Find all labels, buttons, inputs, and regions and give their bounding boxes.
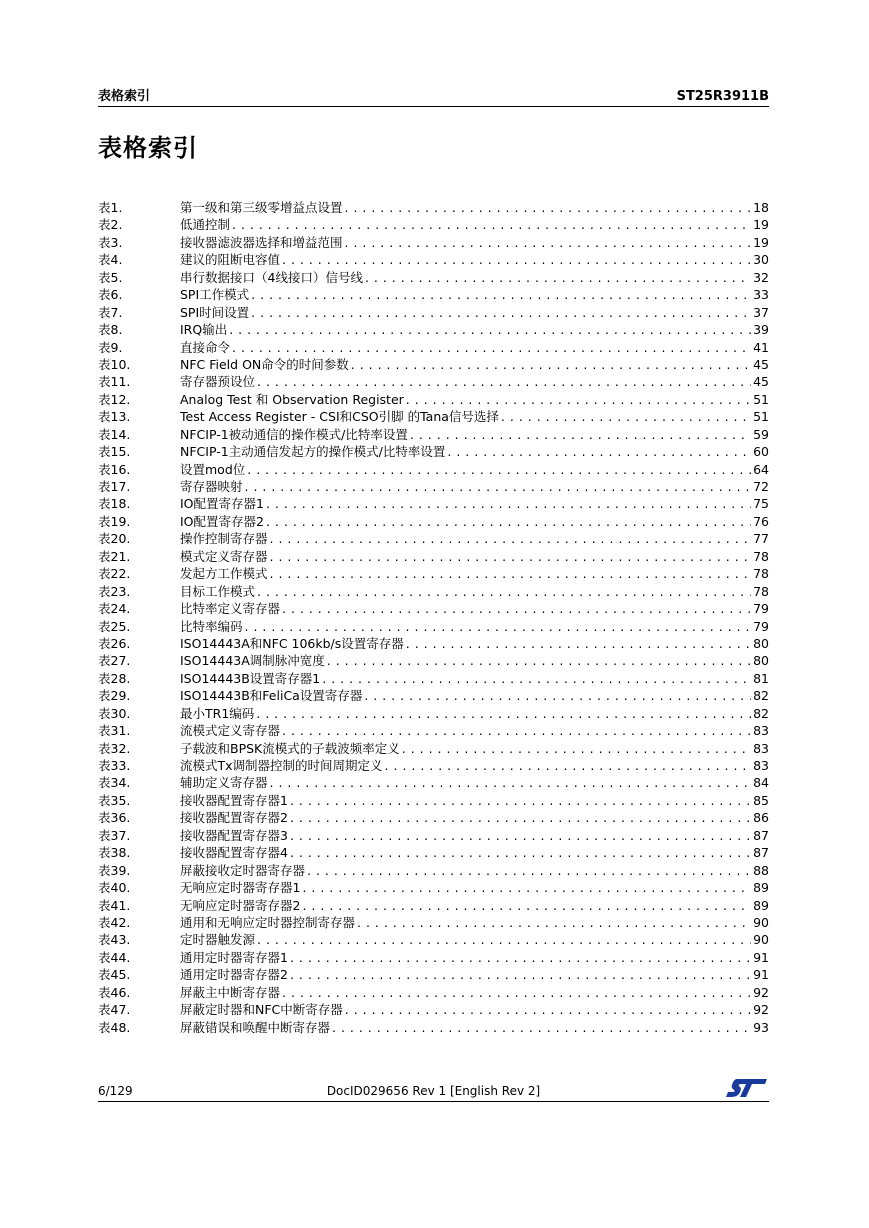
toc-entry[interactable] [98,304,769,321]
toc-entry-page[interactable]: 30 [753,252,769,268]
footer-page-number: 6/129 [98,1084,133,1098]
toc-entry-title[interactable]: ISO14443A调制脉冲宽度 [180,653,325,669]
toc-entry-page[interactable]: 18 [753,200,769,215]
toc-entry-page[interactable]: 91 [753,949,769,965]
toc-entry-number: 表11. [98,374,131,390]
toc-entry-number: 表27. [98,653,131,669]
toc-entry-number: 表7. [98,304,123,320]
toc-entry[interactable] [98,443,769,460]
toc-entry-number: 表47. [98,1002,131,1018]
toc-entry-page[interactable]: 93 [753,1019,769,1035]
footer-doc-id: DocID029656 Rev 1 [English Rev 2] [326,1084,541,1098]
toc-entry-title[interactable]: 通用定时器寄存器2 [180,967,288,983]
toc-entry-number: 表31. [98,723,131,739]
toc-entry[interactable] [98,408,769,425]
toc-entry[interactable] [98,1019,769,1036]
toc-entry-page[interactable]: 90 [753,932,769,948]
toc-entry-title[interactable]: 建议的阻断电容值 [180,252,281,268]
toc-entry[interactable] [98,757,769,774]
toc-entry[interactable] [98,774,769,791]
toc-entry-title[interactable]: 寄存器映射 [180,479,243,494]
toc-entry[interactable] [98,844,769,861]
toc-entry-title[interactable]: NFCIP-1主动通信发起方的操作模式/比特率设置 [180,444,446,460]
toc-dot-leader [302,879,751,896]
toc-entry-title[interactable]: 流模式Tx调制器控制的时间周期定义 [180,758,383,773]
toc-dot-leader [290,809,751,826]
st-logo-icon [725,1076,769,1098]
toc-entry-page[interactable]: 39 [753,322,769,338]
toc-entry-number: 表1. [98,200,123,215]
toc-entry-number: 表14. [98,426,131,442]
toc-dot-leader [282,722,751,739]
toc-dot-leader [266,513,751,530]
toc-dot-leader [501,408,751,425]
toc-entry-number: 表44. [98,949,131,965]
toc-entry-page[interactable]: 32 [753,269,769,285]
toc-entry-title[interactable]: IO配置寄存器1 [180,496,264,512]
toc-entry-page[interactable]: 76 [753,513,769,529]
toc-entry-page[interactable]: 51 [753,409,769,425]
toc-entry-page[interactable]: 59 [753,426,769,442]
toc-entry[interactable] [98,461,769,478]
toc-entry-title[interactable]: IO配置寄存器2 [180,513,264,529]
toc-dot-leader [232,339,751,356]
toc-entry[interactable] [98,984,769,1001]
toc-entry-page[interactable]: 81 [753,670,769,686]
toc-entry[interactable] [98,722,769,739]
toc-entry-title[interactable]: 设置mod位 [180,461,246,477]
toc-entry-title[interactable]: ISO14443B设置寄存器1 [180,670,321,686]
toc-entry-number: 表45. [98,967,131,983]
toc-entry-title[interactable]: 直接命令 [180,339,231,355]
toc-entry-title[interactable]: 发起方工作模式 [180,566,268,582]
toc-entry-title[interactable]: 寄存器预设位 [180,374,256,390]
toc-entry-page[interactable]: 84 [753,775,769,791]
footer-divider [98,1101,769,1102]
toc-dot-leader [345,234,752,251]
toc-entry-title[interactable]: 串行数据接口（4线接口）信号线 [180,269,363,285]
toc-entry-title[interactable]: 模式定义寄存器 [180,548,268,564]
toc-entry-number: 表30. [98,705,131,721]
toc-entry[interactable] [98,251,769,268]
toc-entry-page[interactable]: 80 [753,653,769,669]
toc-entry-number: 表8. [98,322,123,338]
toc-dot-leader [270,565,752,582]
toc-entry[interactable] [98,670,769,687]
toc-entry[interactable] [98,635,769,652]
toc-entry-page[interactable]: 75 [753,496,769,512]
toc-entry-title[interactable]: SPI工作模式 [180,287,250,303]
toc-entry[interactable] [98,966,769,983]
header-section-title: 表格索引 [98,89,151,104]
toc-dot-leader [247,461,751,478]
toc-entry-number: 表6. [98,287,123,303]
table-index-list [98,199,769,1036]
toc-entry-number: 表12. [98,391,131,407]
toc-entry-number: 表42. [98,914,131,930]
toc-entry-number: 表48. [98,1019,131,1035]
toc-entry[interactable] [98,600,769,617]
toc-entry-page[interactable]: 83 [753,740,769,756]
toc-entry[interactable] [98,879,769,896]
toc-entry[interactable] [98,356,769,373]
toc-entry-number: 表32. [98,740,131,756]
toc-entry-page[interactable]: 33 [753,287,769,303]
toc-entry[interactable] [98,548,769,565]
toc-entry-number: 表37. [98,827,131,843]
toc-entry[interactable] [98,216,769,233]
toc-entry[interactable] [98,373,769,390]
toc-entry-page[interactable]: 79 [753,618,769,634]
toc-entry[interactable] [98,949,769,966]
toc-entry-page[interactable]: 83 [753,723,769,739]
toc-entry[interactable] [98,478,769,495]
toc-entry-title[interactable]: 目标工作模式 [180,583,256,599]
toc-entry-title[interactable]: 屏蔽接收定时器寄存器 [180,862,306,878]
toc-dot-leader [406,391,751,408]
toc-entry-number: 表20. [98,531,131,547]
page-header [98,84,769,104]
toc-entry-title[interactable]: 接收器配置寄存器3 [180,827,288,843]
toc-entry[interactable] [98,530,769,547]
toc-entry-number: 表4. [98,252,123,268]
toc-entry[interactable] [98,513,769,530]
toc-dot-leader [365,269,751,286]
toc-entry-title[interactable]: IRQ输出 [180,322,228,338]
toc-dot-leader [251,286,751,303]
toc-entry-title[interactable]: 第一级和第三级零增益点设置 [180,200,343,215]
toc-entry-title[interactable]: Test Access Register - CSI和CSO引脚 的Tana信号选择 [180,409,499,425]
toc-dot-leader [270,548,752,565]
toc-dot-leader [282,984,751,1001]
toc-entry-page[interactable]: 72 [753,479,769,494]
toc-entry-page[interactable]: 79 [753,601,769,617]
toc-entry-title[interactable]: 低通控制 [180,217,231,233]
toc-entry-number: 表33. [98,758,131,773]
toc-entry-title[interactable]: 辅助定义寄存器 [180,775,268,791]
toc-entry-title[interactable]: 操作控制寄存器 [180,531,268,547]
toc-entry-title[interactable]: 屏蔽主中断寄存器 [180,984,281,1000]
toc-entry-page[interactable]: 78 [753,566,769,582]
toc-entry[interactable] [98,687,769,704]
toc-entry-number: 表25. [98,618,131,634]
toc-dot-leader [322,670,751,687]
toc-entry[interactable] [98,809,769,826]
toc-entry-number: 表17. [98,479,131,494]
toc-dot-leader [256,705,751,722]
toc-entry[interactable] [98,618,769,635]
toc-entry-number: 表23. [98,583,131,599]
toc-entry-number: 表40. [98,880,131,896]
toc-dot-leader [270,530,752,547]
toc-entry-page[interactable]: 19 [753,217,769,233]
toc-entry-page[interactable]: 64 [753,461,769,477]
toc-entry-number: 表35. [98,792,131,808]
toc-entry[interactable] [98,286,769,303]
toc-dot-leader [245,478,752,495]
toc-entry-title[interactable]: 屏蔽定时器和NFC中断寄存器 [180,1002,343,1018]
toc-dot-leader [345,1001,751,1018]
toc-entry-number: 表24. [98,601,131,617]
toc-entry[interactable] [98,1001,769,1018]
toc-entry-page[interactable]: 89 [753,897,769,913]
toc-entry-title[interactable]: 接收器配置寄存器1 [180,792,288,808]
toc-entry-title[interactable]: 接收器配置寄存器2 [180,810,288,826]
toc-dot-leader [290,792,751,809]
toc-entry[interactable] [98,914,769,931]
toc-dot-leader [282,600,751,617]
toc-dot-leader [364,687,751,704]
toc-entry-page[interactable]: 51 [753,391,769,407]
toc-dot-leader [257,931,751,948]
toc-dot-leader [447,443,751,460]
toc-dot-leader [402,740,751,757]
toc-entry-page[interactable]: 89 [753,880,769,896]
toc-entry-number: 表16. [98,461,131,477]
toc-entry-page[interactable]: 77 [753,531,769,547]
toc-dot-leader [290,949,751,966]
toc-entry-page[interactable]: 82 [753,705,769,721]
toc-dot-leader [357,914,751,931]
toc-entry[interactable] [98,931,769,948]
toc-entry-page[interactable]: 92 [753,1002,769,1018]
toc-dot-leader [251,304,751,321]
toc-entry-title[interactable]: 比特率定义寄存器 [180,601,281,617]
toc-entry[interactable] [98,321,769,338]
toc-dot-leader [385,757,752,774]
toc-dot-leader [332,1019,751,1036]
toc-entry-number: 表39. [98,862,131,878]
toc-dot-leader [232,216,751,233]
toc-entry-title[interactable]: 最小TR1编码 [180,705,255,721]
toc-entry-page[interactable]: 87 [753,827,769,843]
page-title: 表格索引 [98,134,198,162]
toc-entry-number: 表3. [98,234,123,250]
toc-dot-leader [257,583,751,600]
toc-entry-number: 表18. [98,496,131,512]
header-divider [98,106,769,107]
toc-dot-leader [351,356,751,373]
toc-entry-page[interactable]: 82 [753,688,769,704]
toc-entry-title[interactable]: 通用和无响应定时器控制寄存器 [180,914,356,930]
toc-dot-leader [290,827,751,844]
toc-entry-title[interactable]: 流模式定义寄存器 [180,723,281,739]
toc-dot-leader [257,373,751,390]
toc-entry-number: 表15. [98,444,131,460]
toc-dot-leader [410,426,751,443]
toc-entry[interactable] [98,234,769,251]
toc-entry-page[interactable]: 87 [753,845,769,861]
toc-entry[interactable] [98,792,769,809]
toc-entry-number: 表22. [98,566,131,582]
toc-entry-page[interactable]: 90 [753,914,769,930]
toc-entry-title[interactable]: 通用定时器寄存器1 [180,949,288,965]
toc-dot-leader [270,774,752,791]
toc-entry-title[interactable]: 子载波和BPSK流模式的子载波频率定义 [180,740,400,756]
toc-entry-title[interactable]: NFCIP-1被动通信的操作模式/比特率设置 [180,426,408,442]
toc-entry-page[interactable]: 37 [753,304,769,320]
toc-entry-title[interactable]: NFC Field ON命令的时间参数 [180,356,349,372]
toc-dot-leader [266,495,751,512]
toc-dot-leader [290,844,751,861]
toc-entry-page[interactable]: 80 [753,635,769,651]
toc-entry-number: 表2. [98,217,123,233]
toc-entry-page[interactable]: 19 [753,234,769,250]
toc-entry-page[interactable]: 91 [753,967,769,983]
toc-entry-page[interactable]: 45 [753,374,769,390]
toc-dot-leader [307,862,751,879]
toc-entry[interactable] [98,652,769,669]
toc-entry-title[interactable]: 比特率编码 [180,618,243,634]
toc-entry-page[interactable]: 85 [753,792,769,808]
toc-dot-leader [327,652,751,669]
toc-entry-title[interactable]: SPI时间设置 [180,304,250,320]
toc-entry-title[interactable]: 接收器配置寄存器4 [180,845,288,861]
toc-dot-leader [290,966,751,983]
toc-entry-number: 表10. [98,356,131,372]
toc-entry[interactable] [98,862,769,879]
toc-entry-title[interactable]: 无响应定时器寄存器1 [180,880,301,896]
toc-dot-leader [406,635,751,652]
toc-entry-number: 表5. [98,269,123,285]
toc-dot-leader [229,321,751,338]
toc-entry[interactable] [98,391,769,408]
toc-entry[interactable] [98,565,769,582]
toc-dot-leader [282,251,751,268]
toc-entry[interactable] [98,740,769,757]
toc-entry-number: 表38. [98,845,131,861]
toc-entry-number: 表9. [98,339,123,355]
toc-entry-page[interactable]: 92 [753,984,769,1000]
toc-entry-title[interactable]: 定时器触发源 [180,932,256,948]
toc-entry-number: 表21. [98,548,131,564]
toc-entry[interactable] [98,583,769,600]
toc-dot-leader [345,199,752,216]
toc-entry-number: 表28. [98,670,131,686]
toc-entry-page[interactable]: 88 [753,862,769,878]
toc-entry-number: 表41. [98,897,131,913]
toc-entry-title[interactable]: Analog Test 和 Observation Register [180,391,404,407]
toc-entry[interactable] [98,897,769,914]
toc-entry-title[interactable]: 无响应定时器寄存器2 [180,897,301,913]
toc-entry-page[interactable]: 86 [753,810,769,826]
page-footer [98,1080,769,1100]
header-product-name: ST25R3911B [676,89,769,104]
toc-entry[interactable] [98,269,769,286]
toc-entry[interactable] [98,199,769,216]
toc-entry-number: 表46. [98,984,131,1000]
toc-entry[interactable] [98,495,769,512]
toc-entry-number: 表29. [98,688,131,704]
toc-entry[interactable] [98,705,769,722]
toc-entry-number: 表26. [98,635,131,651]
toc-entry-number: 表36. [98,810,131,826]
toc-entry[interactable] [98,426,769,443]
toc-entry-title[interactable]: 接收器滤波器选择和增益范围 [180,234,343,250]
toc-dot-leader [245,618,752,635]
toc-dot-leader [302,897,751,914]
toc-entry-title[interactable]: 屏蔽错误和唤醒中断寄存器 [180,1019,331,1035]
toc-entry-page[interactable]: 45 [753,356,769,372]
toc-entry-page[interactable]: 78 [753,548,769,564]
toc-entry-number: 表34. [98,775,131,791]
toc-entry-page[interactable]: 83 [753,758,769,773]
toc-entry[interactable] [98,827,769,844]
toc-entry-number: 表13. [98,409,131,425]
toc-entry-page[interactable]: 78 [753,583,769,599]
toc-entry-page[interactable]: 60 [753,444,769,460]
toc-entry-page[interactable]: 41 [753,339,769,355]
toc-entry-title[interactable]: ISO14443B和FeliCa设置寄存器 [180,688,363,704]
toc-entry-title[interactable]: ISO14443A和NFC 106kb/s设置寄存器 [180,635,404,651]
toc-entry[interactable] [98,339,769,356]
toc-entry-number: 表43. [98,932,131,948]
toc-entry-number: 表19. [98,513,131,529]
